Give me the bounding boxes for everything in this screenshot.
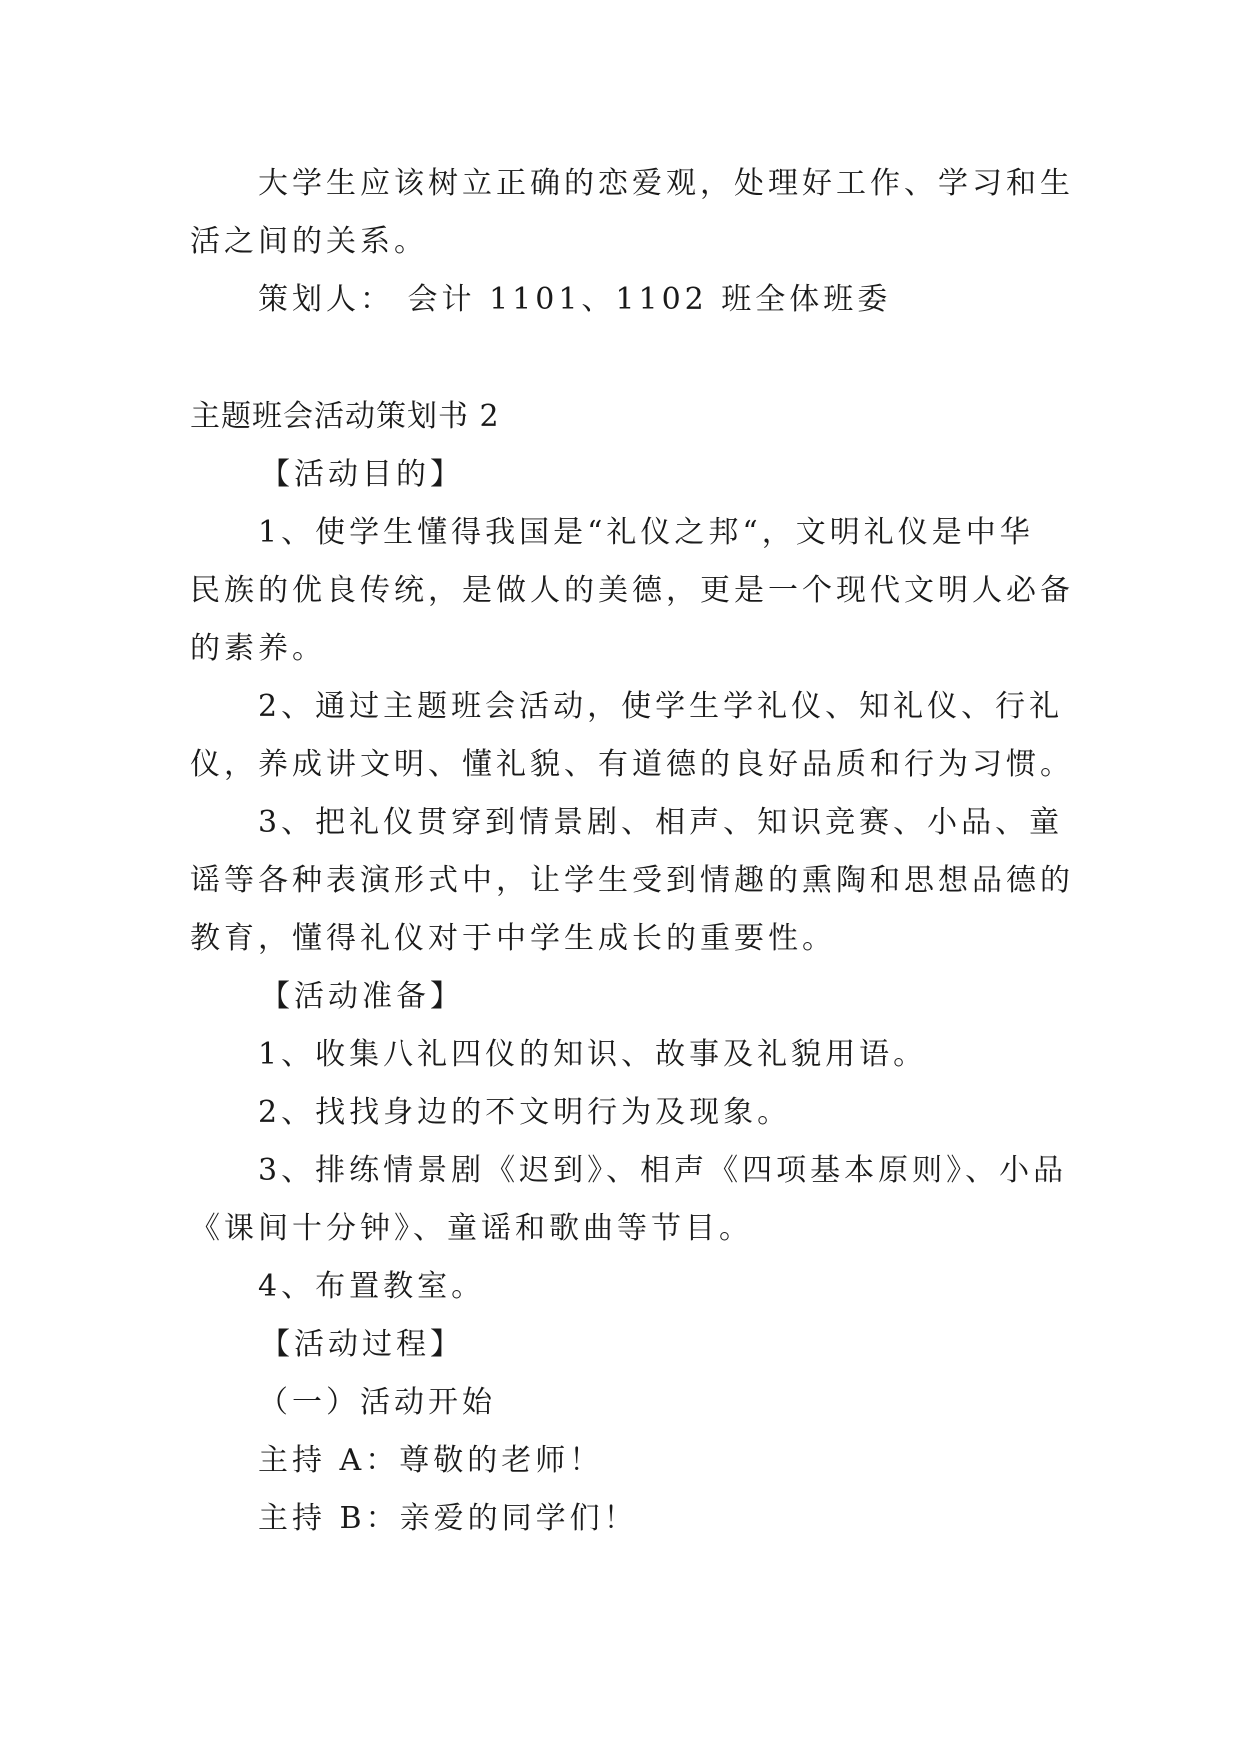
section-title: 主题班会活动策划书 2 [190,399,500,434]
paragraph-line: 主持 B：亲爱的同学们！ [258,1501,638,1536]
paragraph-line: 2、通过主题班会活动，使学生学礼仪、知礼仪、行礼 [258,689,1064,724]
paragraph-line: 2、找找身边的不文明行为及现象。 [258,1095,792,1130]
paragraph-line: 仪，养成讲文明、懂礼貌、有道德的良好品质和行为习惯。 [190,747,1074,782]
paragraph-line: 的素养。 [190,631,326,666]
paragraph-line: 活之间的关系。 [190,224,428,259]
planner-line: 策划人： 会计 1101、1102 班全体班委 [258,282,892,317]
paragraph-line: 3、排练情景剧《迟到》、相声《四项基本原则》、小品 [258,1153,1068,1188]
paragraph-line: 1、使学生懂得我国是“礼仪之邦“，文明礼仪是中华 [258,515,1034,550]
prep-heading: 【活动准备】 [260,979,464,1014]
paragraph-line: 主持 A：尊敬的老师！ [258,1443,604,1478]
paragraph-line: 4、布置教室。 [258,1269,486,1304]
paragraph-line: 大学生应该树立正确的恋爱观，处理好工作、学习和生 [258,166,1074,201]
paragraph-line: （一）活动开始 [258,1385,496,1420]
paragraph-line: 1、收集八礼四仪的知识、故事及礼貌用语。 [258,1037,928,1072]
paragraph-line: 谣等各种表演形式中，让学生受到情趣的熏陶和思想品德的 [190,863,1074,898]
paragraph-line: 3、把礼仪贯穿到情景剧、相声、知识竞赛、小品、童 [258,805,1064,840]
paragraph-line: 民族的优良传统，是做人的美德，更是一个现代文明人必备 [190,573,1074,608]
process-heading: 【活动过程】 [260,1327,464,1362]
purpose-heading: 【活动目的】 [260,457,464,492]
paragraph-line: 《课间十分钟》、童谣和歌曲等节目。 [190,1211,753,1246]
paragraph-line: 教育，懂得礼仪对于中学生成长的重要性。 [190,921,836,956]
